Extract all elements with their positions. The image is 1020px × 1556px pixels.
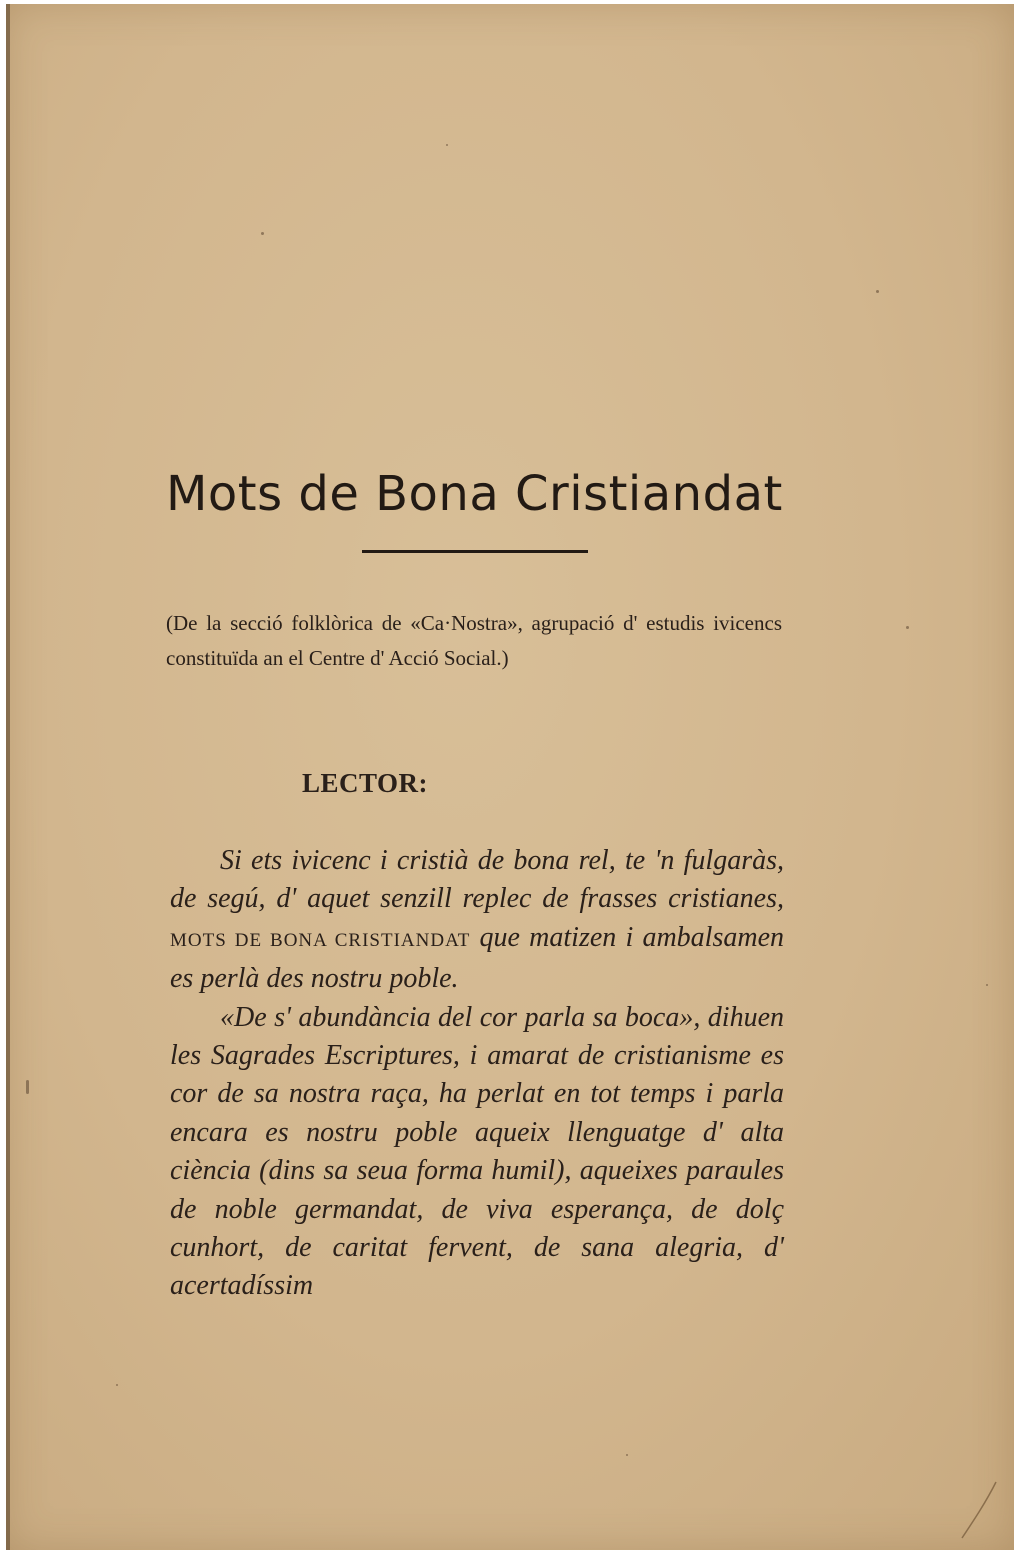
- paper-speck: [986, 984, 988, 986]
- page-corner-curl: [958, 1480, 998, 1540]
- paper-speck: [26, 1080, 29, 1094]
- paper-speck: [116, 1384, 118, 1386]
- paper-speck: [626, 1454, 628, 1456]
- body-text: [170, 842, 784, 1306]
- paper-speck: [261, 232, 264, 235]
- paragraph-2: «De s' abundància del cor parla sa boca», dihuen les Sagrades Escriptures, i amarat de cristianisme es cor de sa nostra raça, ha perlat en tot temps i parla encara es nostru poble aqueix llenguatge d' alta ciència (dins sa seua forma humil), aqueixes paraules de noble germandat, de viva esperança, de dolç cunhort, de caritat fervent, de sana alegria, d' acertadíssim: [170, 1001, 784, 1302]
- paragraph-1: [170, 842, 784, 999]
- page-spine-edge: [6, 4, 10, 1550]
- paper-speck: [906, 626, 909, 629]
- paragraph-1-part-2: que matizen i ambalsamen es perlà des nostru poble.: [170, 921, 784, 995]
- page-title: Mots de Bona Cristiandat: [166, 466, 783, 522]
- title-divider: [362, 550, 588, 553]
- paper-speck: [876, 290, 879, 293]
- subtitle-note: (De la secció folklòrica de «Ca·Nostra», agrupació d' estudis ivicencs constituïda an el Centre d' Acció Social.): [166, 611, 782, 670]
- paragraph-1-part-1: Si ets ivicenc i cristià de bona rel, te 'n fulgaràs, de segú, d' aquet senzill replec de frasses cristianes,: [170, 845, 784, 915]
- book-title-small-caps: MOTS DE BONA CRISTIANDAT: [170, 929, 471, 951]
- section-heading: LECTOR:: [302, 768, 429, 798]
- document-page: [6, 4, 1014, 1550]
- paper-speck: [446, 144, 448, 146]
